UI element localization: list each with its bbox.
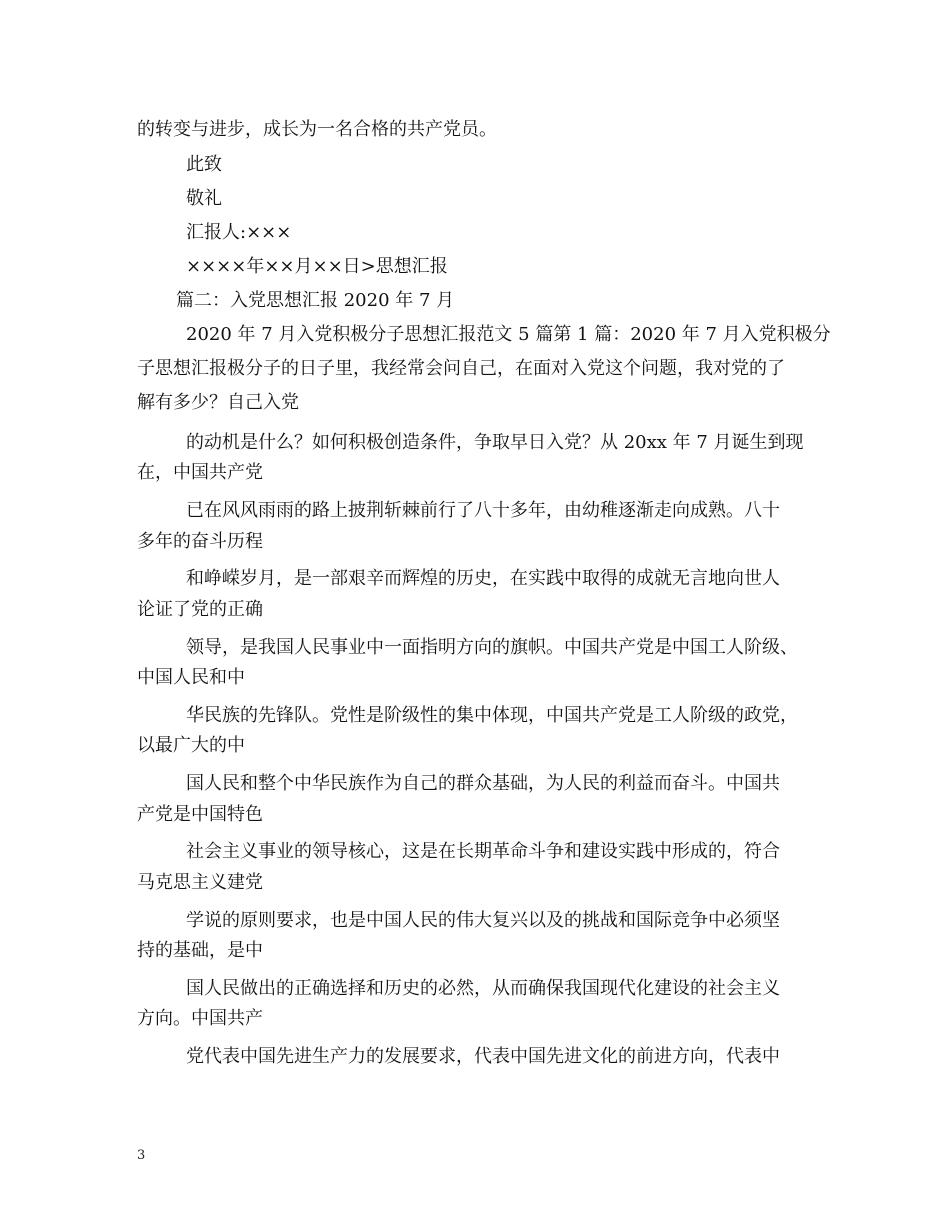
text-line: 解有多少？自己入党 (137, 392, 299, 413)
text-line: 的转变与进步，成长为一名合格的共产党员。 (137, 119, 497, 140)
text-line: 在，中国共产党 (137, 462, 263, 483)
text-line: 和峥嵘岁月，是一部艰辛而辉煌的历史，在实践中取得的成就无言地向世人 (186, 568, 780, 589)
reporter-line: 汇报人:××× (186, 222, 292, 243)
text-line: 社会主义事业的领导核心，这是在长期革命斗争和建设实践中形成的，符合 (186, 841, 780, 862)
closing-salutation: 此致 (186, 154, 222, 175)
text-line: 多年的奋斗历程 (137, 531, 263, 552)
text-line: 以最广大的中 (137, 735, 245, 756)
text-line: 已在风风雨雨的路上披荆斩棘前行了八十多年，由幼稚逐渐走向成熟。八十 (186, 500, 780, 521)
text-line: 党代表中国先进生产力的发展要求，代表中国先进文化的前进方向，代表中 (186, 1046, 780, 1067)
text-line: 华民族的先锋队。党性是阶级性的集中体现，中国共产党是工人阶级的政党， (186, 705, 798, 726)
date-line: ××××年××月××日>思想汇报 (186, 256, 448, 277)
text-line: 2020 年 7 月入党积极分子思想汇报范文 5 篇第 1 篇：2020 年 7 月入党积极分 (186, 324, 831, 345)
closing-salutation: 敬礼 (186, 188, 222, 209)
text-line: 领导，是我国人民事业中一面指明方向的旗帜。中国共产党是中国工人阶级、 (186, 637, 798, 658)
text-line: 论证了党的正确 (137, 599, 263, 620)
text-line: 中国人民和中 (137, 667, 245, 688)
text-line: 持的基础，是中 (137, 940, 263, 961)
text-line: 国人民做出的正确选择和历史的必然，从而确保我国现代化建设的社会主义 (186, 978, 780, 999)
text-line: 子思想汇报极分子的日子里，我经常会问自己，在面对入党这个问题，我对党的了 (137, 358, 785, 379)
text-line: 方向。中国共产 (137, 1008, 263, 1029)
page-number: 3 (137, 1148, 146, 1163)
text-line: 国人民和整个中华民族作为自己的群众基础，为人民的利益而奋斗。中国共 (186, 773, 780, 794)
section-heading: 篇二：入党思想汇报 2020 年 7 月 (176, 290, 455, 311)
text-line: 产党是中国特色 (137, 804, 263, 825)
text-line: 学说的原则要求，也是中国人民的伟大复兴以及的挑战和国际竞争中必须坚 (186, 910, 780, 931)
text-line: 马克思主义建党 (137, 872, 263, 893)
text-line: 的动机是什么？如何积极创造条件，争取早日入党？从 20xx 年 7 月诞生到现 (186, 432, 804, 453)
